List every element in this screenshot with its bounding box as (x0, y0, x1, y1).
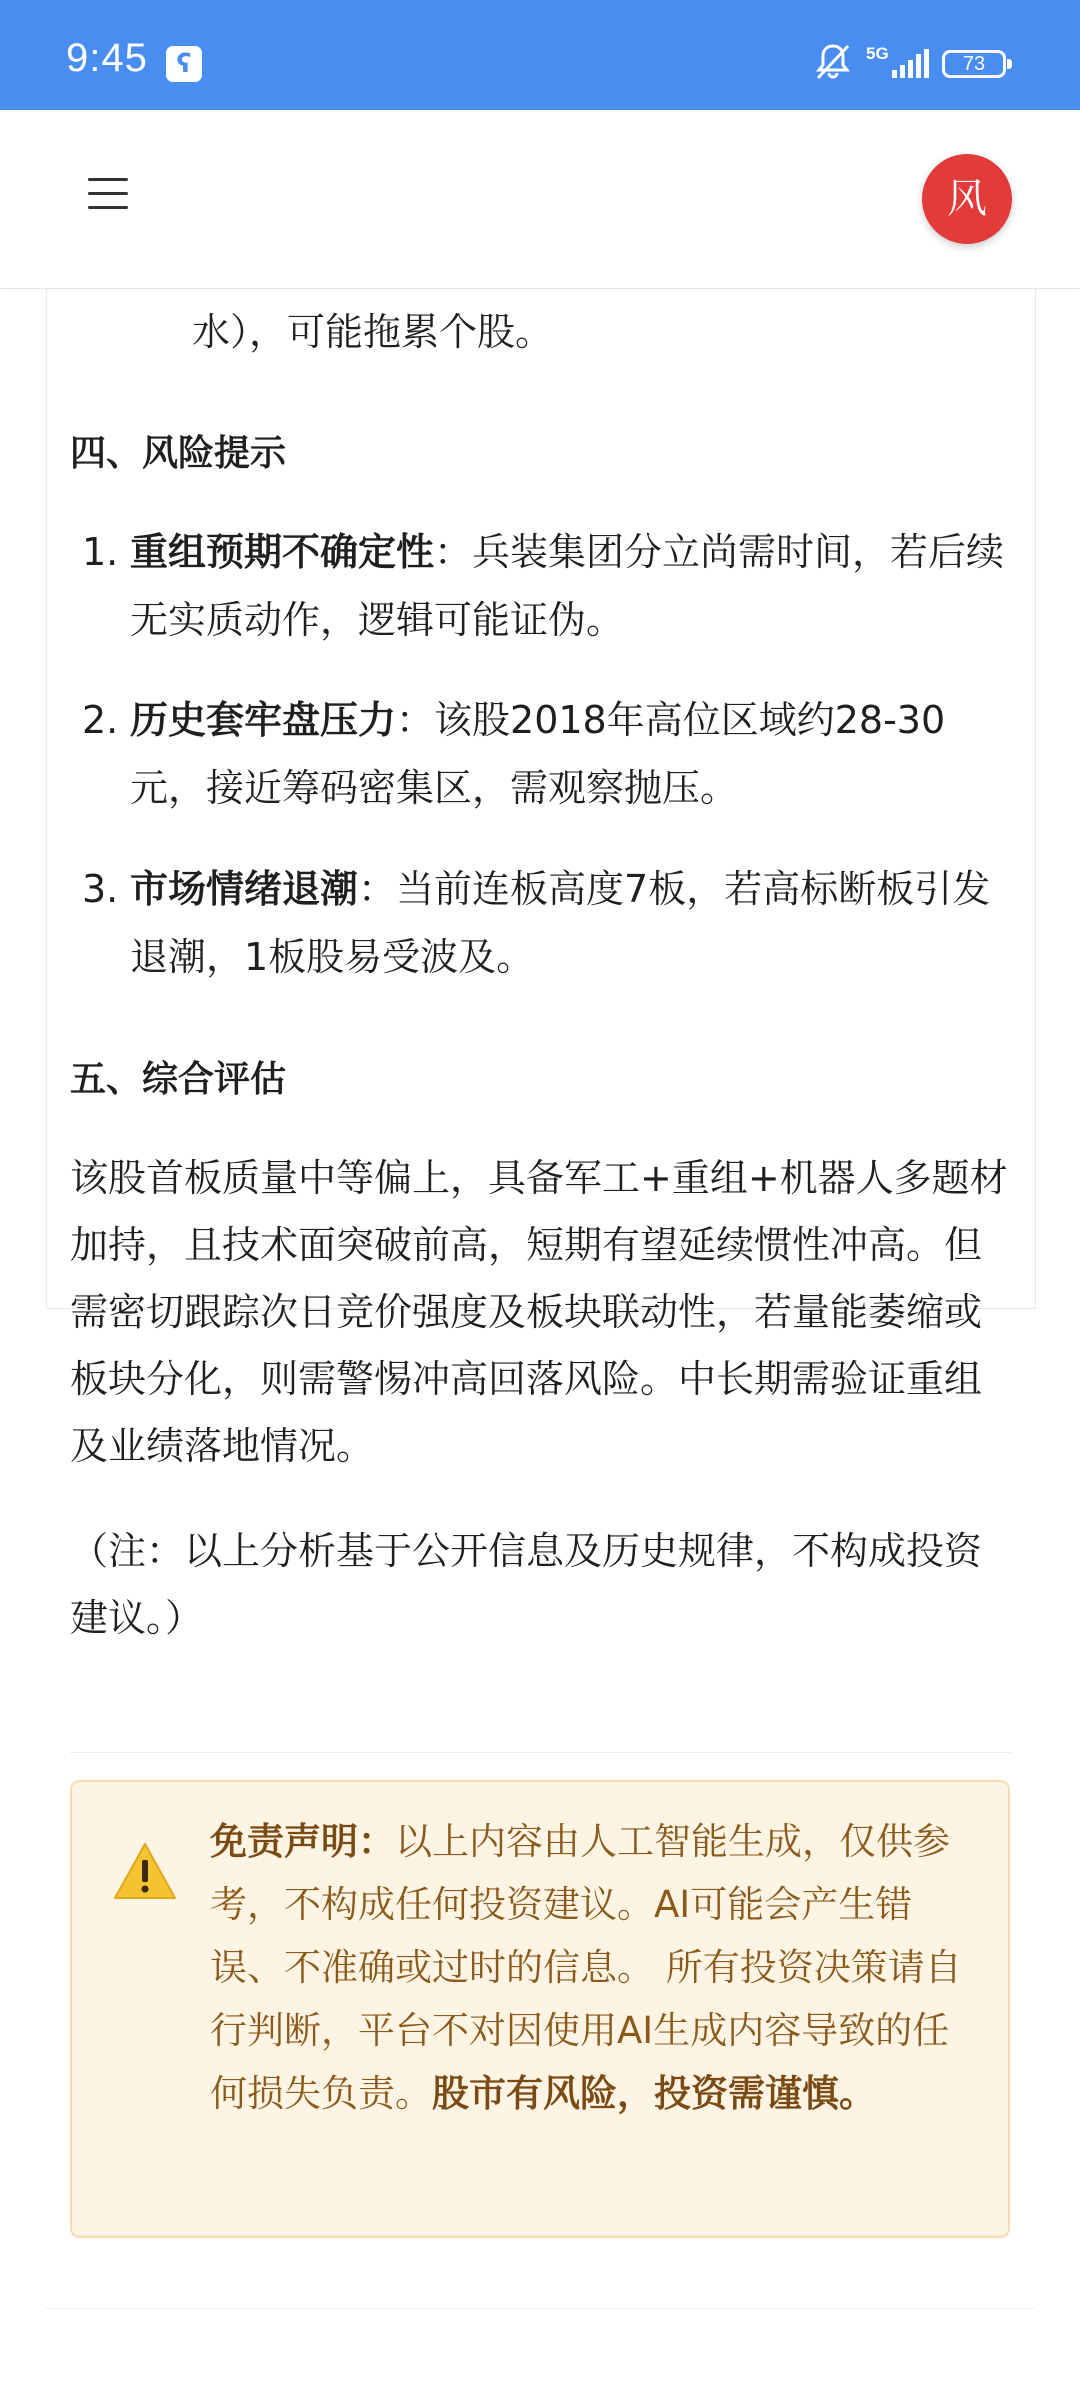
status-time: 9:45 (66, 36, 148, 80)
disclaimer-box (70, 1780, 1010, 2238)
menu-icon[interactable] (88, 178, 128, 218)
analysis-note: （注：以上分析基于公开信息及历史规律，不构成投资建议。） (70, 1529, 983, 1640)
bell-muted-icon (812, 40, 854, 82)
battery-icon: 73 (942, 50, 1006, 78)
list-text (130, 686, 1010, 822)
section-heading-summary: 五、综合评估 (70, 1059, 287, 1100)
disclaimer-emphasis: 股市有风险，投资需谨慎。 (432, 2072, 876, 2115)
section-heading-risk: 四、风险提示 (70, 433, 287, 474)
list-number: 2. (82, 698, 119, 742)
list-text (130, 518, 1010, 654)
status-bar (0, 0, 1080, 110)
list-number: 3. (82, 867, 119, 911)
list-item-body: ：兵装集团分立尚需时间，若后续无实质动作，逻辑可能证伪。 (130, 530, 1005, 642)
list-item-title: 历史套牢盘压力 (130, 698, 397, 742)
disclaimer-text (210, 1810, 978, 2125)
list-number: 1. (82, 530, 119, 574)
divider (70, 1752, 1012, 1753)
list-item-body: ：该股2018年高位区域约28-30元，接近筹码密集区，需观察抛压。 (130, 698, 946, 810)
network-indicator (866, 44, 889, 64)
list-item-body: ：当前连板高度7板，若高标断板引发退潮，1板股易受波及。 (130, 867, 991, 979)
warning-icon (112, 1840, 178, 1902)
list-item-title: 重组预期不确定性 (130, 530, 435, 574)
notification-icon: ʕ (166, 46, 202, 82)
list-text (130, 855, 1010, 991)
summary-paragraph: 该股首板质量中等偏上，具备军工+重组+机器人多题材加持，且技术面突破前高，短期有望延续惯性冲高。但需密切跟踪次日竞价强度及板块联动性，若量能萎缩或板块分化，则需警惕冲高回落风险。中长期需验证重组及业绩落地情况。 (70, 1156, 1008, 1468)
signal-icon (890, 48, 930, 80)
app-header (0, 110, 1080, 289)
card-bottom-edge (46, 2308, 1034, 2309)
previous-item-continuation: 水），可能拖累个股。 (192, 310, 554, 354)
network-label: 5G (866, 44, 889, 63)
list-item-title: 市场情绪退潮 (130, 867, 359, 911)
avatar[interactable]: 风 (922, 154, 1012, 244)
disclaimer-body: 以上内容由人工智能生成，仅供参考，不构成任何投资建议。AI可能会产生错误、不准确或过时的信息。 所有投资决策请自行判断，平台不对因使用AI生成内容导致的任何损失负责。 (210, 1820, 962, 2115)
disclaimer-label: 免责声明： (210, 1820, 395, 1863)
